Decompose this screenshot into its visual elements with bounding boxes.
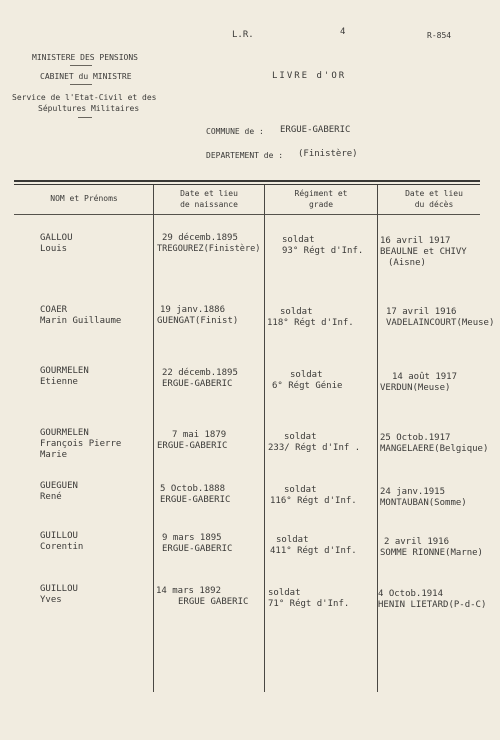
service-name: Service de l'Etat-Civil et des [12, 93, 157, 102]
cabinet-name: CABINET du MINISTRE [40, 72, 132, 81]
birth-line: GUENGAT(Finist) [157, 316, 239, 326]
column-divider [264, 185, 265, 692]
name-line: GUEGUEN [40, 481, 78, 491]
death-line: BEAULNE et CHIVY [380, 247, 467, 257]
commune-label: COMMUNE de : [206, 127, 264, 136]
death-line: MANGELAERE(Belgique) [380, 444, 489, 454]
death-line: 2 avril 1916 [384, 537, 450, 547]
death-line: 17 avril 1916 [386, 307, 457, 317]
birth-line: ERGUE GABERIC [178, 597, 249, 607]
document-title: LIVRE d'OR [272, 71, 347, 81]
death-line: MONTAUBAN(Somme) [380, 498, 467, 508]
birth-line: 9 mars 1895 [162, 533, 222, 543]
departement-value: (Finistère) [298, 149, 358, 159]
divider [70, 65, 92, 66]
regiment-line: 233/ Régt d'Inf . [268, 443, 361, 453]
column-divider [377, 185, 378, 692]
divider [70, 84, 92, 85]
name-line: Etienne [40, 377, 78, 387]
column-header-regiment: Régiment et grade [294, 189, 348, 209]
death-line: SOMME RIONNE(Marne) [380, 548, 483, 558]
birth-line: ERGUE-GABERIC [160, 495, 231, 505]
name-line: Louis [40, 244, 68, 254]
header-rule [14, 214, 480, 215]
death-line: 24 janv.1915 [380, 487, 446, 497]
name-line: Marie [40, 450, 68, 460]
column-divider [153, 185, 154, 692]
name-line: Yves [40, 595, 62, 605]
page-number: 4 [340, 27, 346, 37]
death-line: 16 avril 1917 [380, 236, 451, 246]
death-line: VADELAINCOURT(Meuse) [386, 318, 495, 328]
name-line: GOURMELEN [40, 366, 89, 376]
birth-line: 7 mai 1879 [172, 430, 227, 440]
ministry-name: MINISTERE DES PENSIONS [32, 53, 138, 62]
table-top-rule [14, 180, 480, 182]
death-line: VERDUN(Meuse) [380, 383, 451, 393]
commune-value: ERGUE-GABERIC [280, 125, 351, 135]
regiment-line: 71° Régt d'Inf. [268, 599, 350, 609]
name-line: GUILLOU [40, 531, 78, 541]
birth-line: ERGUE-GABERIC [157, 441, 228, 451]
departement-label: DEPARTEMENT de : [206, 151, 284, 160]
column-header-birth: Date et lieu de naissance [180, 189, 238, 209]
death-line: 25 Octob.1917 [380, 433, 451, 443]
regiment-line: soldat [282, 235, 315, 245]
birth-line: 14 mars 1892 [156, 586, 222, 596]
regiment-line: soldat [280, 307, 313, 317]
name-line: René [40, 492, 62, 502]
regiment-line: 116° Régt d'Inf. [270, 496, 357, 506]
name-line: GOURMELEN [40, 428, 89, 438]
birth-line: TREGOUREZ(Finistère) [157, 244, 261, 254]
ref-right: R-854 [427, 31, 452, 40]
name-line: GALLOU [40, 233, 73, 243]
table-top-rule-2 [14, 184, 480, 185]
regiment-line: 6° Régt Génie [272, 381, 343, 391]
birth-line: 22 décemb.1895 [162, 368, 238, 378]
death-line: 4 Octob.1914 [378, 589, 444, 599]
birth-line: ERGUE-GABERIC [162, 544, 233, 554]
name-line: François Pierre [40, 439, 122, 449]
name-line: Corentin [40, 542, 84, 552]
name-line: Marin Guillaume [40, 316, 122, 326]
divider [78, 117, 92, 118]
death-line: 14 août 1917 [392, 372, 458, 382]
regiment-line: 93° Régt d'Inf. [282, 246, 364, 256]
regiment-line: soldat [284, 432, 317, 442]
regiment-line: soldat [290, 370, 323, 380]
regiment-line: 411° Régt d'Inf. [270, 546, 357, 556]
name-line: COAER [40, 305, 68, 315]
regiment-line: soldat [284, 485, 317, 495]
name-line: GUILLOU [40, 584, 78, 594]
birth-line: 29 décemb.1895 [162, 233, 238, 243]
birth-line: ERGUE-GABERIC [162, 379, 233, 389]
regiment-line: soldat [268, 588, 301, 598]
column-header-name: NOM et Prénoms [50, 194, 118, 203]
service-name-2: Sépultures Militaires [38, 104, 140, 113]
regiment-line: soldat [276, 535, 309, 545]
ref-left: L.R. [232, 30, 254, 40]
column-header-death: Date et lieu du décès [405, 189, 463, 209]
death-line: HENIN LIETARD(P-d-C) [378, 600, 487, 610]
regiment-line: 118° Régt d'Inf. [267, 318, 354, 328]
birth-line: 5 Octob.1888 [160, 484, 226, 494]
birth-line: 19 janv.1886 [160, 305, 226, 315]
death-line: (Aisne) [388, 258, 426, 268]
